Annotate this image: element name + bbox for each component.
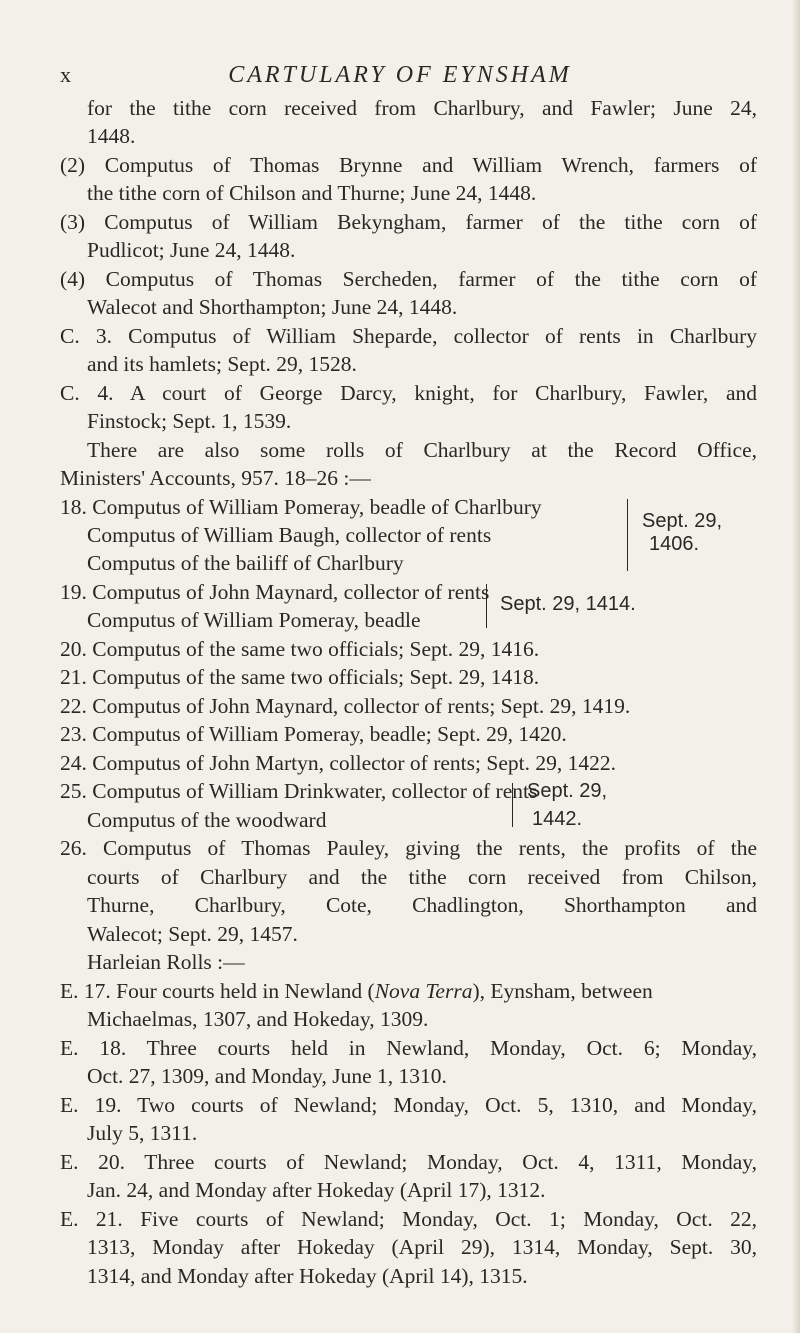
text-line: C. 4. A court of George Darcy, knight, for Charlbury, Fawler, and: [60, 381, 757, 405]
text-line: C. 3. Computus of William Sheparde, collector of rents in Charlbury: [60, 324, 757, 348]
text-line: Jan. 24, and Monday after Hokeday (April 17), 1312.: [87, 1178, 546, 1202]
text-line: July 5, 1311.: [87, 1121, 198, 1145]
text-line: courts of Charlbury and the tithe corn received from Chilson,: [87, 865, 757, 889]
text-line: Computus of the bailiff of Charlbury: [87, 551, 404, 575]
page-edge-shadow: [792, 0, 800, 1333]
text-run: E. 17. Four courts held in Newland (: [60, 979, 375, 1003]
text-line: [60, 977, 653, 1005]
sidenote-date: Sept. 29, 1414.: [500, 593, 636, 615]
text-line: Harleian Rolls :—: [87, 950, 245, 974]
text-line: Michaelmas, 1307, and Hokeday, 1309.: [87, 1007, 429, 1031]
text-line: Computus of the woodward: [87, 808, 327, 832]
text-line: 23. Computus of William Pomeray, beadle; Sept. 29, 1420.: [60, 722, 567, 746]
text-line: for the tithe corn received from Charlbury, and Fawler; June 24,: [87, 96, 757, 120]
text-line: (2) Computus of Thomas Brynne and William Wrench, farmers of: [60, 153, 757, 177]
text-line: E. 21. Five courts of Newland; Monday, Oct. 1; Monday, Oct. 22,: [60, 1207, 757, 1231]
text-line: and its hamlets; Sept. 29, 1528.: [87, 352, 357, 376]
sidenote-date: 1406.: [649, 533, 700, 555]
text-line: E. 20. Three courts of Newland; Monday, Oct. 4, 1311, Monday,: [60, 1150, 757, 1174]
text-line: Thurne, Charlbury, Cote, Chadlington, Shorthampton and: [87, 893, 757, 917]
running-title: CARTULARY OF EYNSHAM: [228, 62, 572, 88]
text-line: 24. Computus of John Martyn, collector of rents; Sept. 29, 1422.: [60, 751, 616, 775]
sidenote-date: Sept. 29,: [642, 510, 723, 532]
text-line: Computus of William Pomeray, beadle: [87, 608, 421, 632]
brace: [486, 584, 487, 628]
text-line: Computus of William Baugh, collector of rents: [87, 523, 492, 547]
text-line: 1448.: [87, 124, 136, 148]
brace: [512, 783, 513, 827]
sidenote-date: Sept. 29,: [527, 780, 608, 802]
text-line: 21. Computus of the same two officials; Sept. 29, 1418.: [60, 665, 540, 689]
text-line: 19. Computus of John Maynard, collector of rents: [60, 580, 490, 604]
text-line: the tithe corn of Chilson and Thurne; June 24, 1448.: [87, 181, 537, 205]
text-line: 20. Computus of the same two officials; Sept. 29, 1416.: [60, 637, 540, 661]
text-line: Oct. 27, 1309, and Monday, June 1, 1310.: [87, 1064, 447, 1088]
text-line: 18. Computus of William Pomeray, beadle of Charlbury: [60, 495, 542, 519]
text-line: E. 18. Three courts held in Newland, Monday, Oct. 6; Monday,: [60, 1036, 757, 1060]
text-line: Walecot and Shorthampton; June 24, 1448.: [87, 295, 458, 319]
folio-number: x: [60, 62, 72, 87]
brace: [627, 499, 628, 571]
text-line: E. 19. Two courts of Newland; Monday, Oct. 5, 1310, and Monday,: [60, 1093, 757, 1117]
text-line: There are also some rolls of Charlbury at the Record Office,: [87, 438, 757, 462]
text-line: Walecot; Sept. 29, 1457.: [87, 922, 298, 946]
text-line: 1314, and Monday after Hokeday (April 14), 1315.: [87, 1264, 528, 1288]
text-line: 1313, Monday after Hokeday (April 29), 1314, Monday, Sept. 30,: [87, 1235, 757, 1259]
text-line: Pudlicot; June 24, 1448.: [87, 238, 296, 262]
text-line: 25. Computus of William Drinkwater, collector of rents: [60, 779, 538, 803]
italic-term: Nova Terra: [374, 979, 473, 1003]
text-line: Finstock; Sept. 1, 1539.: [87, 409, 292, 433]
text-line: (3) Computus of William Bekyngham, farmer of the tithe corn of: [60, 210, 757, 234]
sidenote-date: 1442.: [532, 808, 583, 830]
text-line: 26. Computus of Thomas Pauley, giving the rents, the profits of the: [60, 836, 757, 860]
text-line: 22. Computus of John Maynard, collector of rents; Sept. 29, 1419.: [60, 694, 631, 718]
text-line: (4) Computus of Thomas Sercheden, farmer of the tithe corn of: [60, 267, 757, 291]
text-line: Ministers' Accounts, 957. 18–26 :—: [60, 466, 371, 490]
text-run: ), Eynsham, between: [472, 979, 653, 1003]
